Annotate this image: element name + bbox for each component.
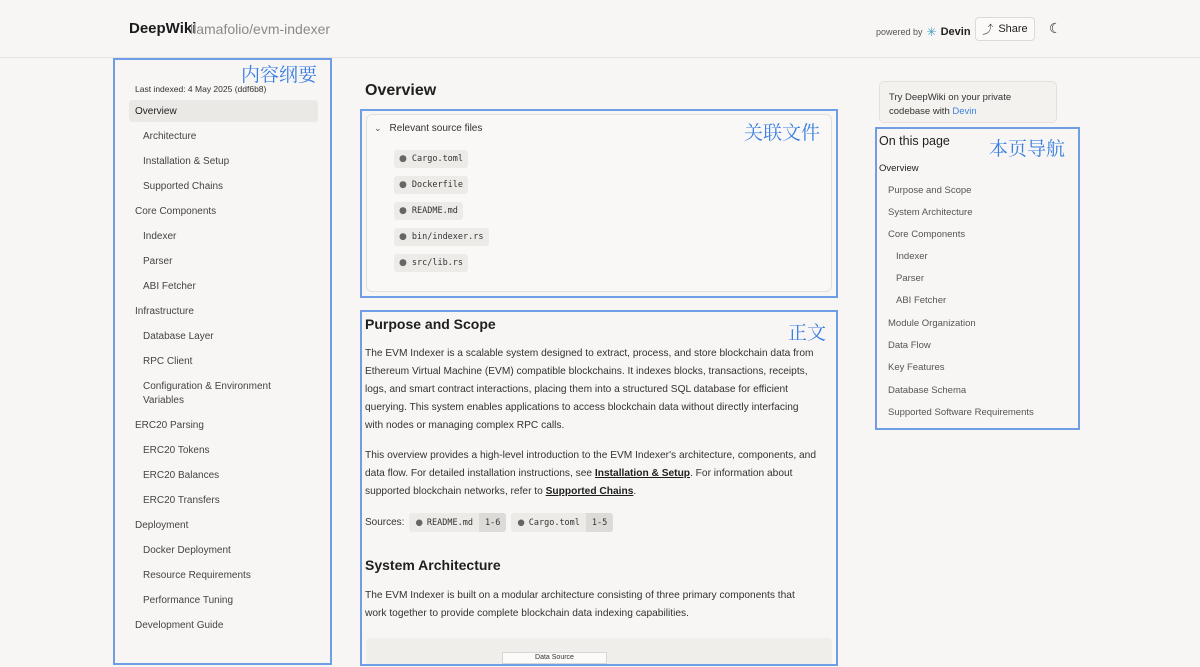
github-icon: ● — [415, 517, 423, 528]
toc-item[interactable]: System Architecture — [888, 207, 973, 218]
installation-link[interactable]: Installation & Setup — [594, 468, 691, 479]
toc-item[interactable]: Overview — [879, 163, 919, 174]
sidebar-item[interactable]: RPC Client — [143, 356, 193, 367]
sidebar-item[interactable]: ERC20 Parsing — [135, 420, 204, 431]
share-icon: ⤴ — [982, 24, 994, 36]
github-icon: ● — [517, 517, 525, 528]
diagram-node-data-source: Data Source — [502, 652, 607, 664]
promo-line — [889, 105, 1056, 119]
github-icon: ● — [399, 206, 407, 216]
devin-logo-icon: ✳ — [926, 25, 937, 39]
share-label: Share — [998, 23, 1028, 35]
toc-item[interactable]: Purpose and Scope — [888, 185, 972, 196]
overview-text: supported blockchain networks, refer to — [365, 486, 546, 497]
body-annotation-box — [360, 310, 838, 666]
toc-item[interactable]: Core Components — [888, 229, 966, 240]
architecture-line: work together to provide complete blockchain data indexing capabilities. — [365, 608, 689, 619]
toc-item[interactable]: Key Features — [888, 362, 945, 373]
sidebar-item[interactable]: ERC20 Transfers — [143, 495, 220, 506]
toc-title: On this page — [879, 134, 950, 148]
top-bar — [0, 0, 1200, 58]
purpose-heading: Purpose and Scope — [365, 316, 496, 332]
toc-item[interactable]: Module Organization — [888, 318, 976, 329]
sidebar-item[interactable]: Database Layer — [143, 331, 214, 342]
sidebar-item[interactable]: Supported Chains — [143, 181, 224, 192]
file-name: bin/indexer.rs — [411, 232, 484, 242]
source-file: README.md — [426, 517, 473, 528]
promo-line: Try DeepWiki on your private — [889, 92, 1012, 103]
sidebar-item[interactable]: Resource Requirements — [143, 570, 251, 581]
supported-chains-link[interactable]: Supported Chains — [545, 486, 634, 497]
repo-name[interactable]: llamafolio/evm-indexer — [190, 21, 331, 37]
sidebar-item[interactable]: ABI Fetcher — [143, 281, 196, 292]
purpose-line: querying. This system enables applications to access blockchain data without directly interfacing — [365, 402, 799, 413]
toc-item[interactable]: ABI Fetcher — [896, 295, 947, 306]
sources-label: Sources: — [365, 517, 405, 528]
toc-item[interactable]: Indexer — [896, 251, 928, 262]
toc-item[interactable]: Database Schema — [888, 385, 967, 396]
sidebar-item[interactable]: Docker Deployment — [143, 545, 231, 556]
sidebar-item[interactable]: ERC20 Balances — [143, 470, 220, 481]
sidebar-item[interactable]: Development Guide — [135, 620, 224, 631]
file-name: README.md — [411, 206, 458, 216]
architecture-heading: System Architecture — [365, 557, 501, 573]
powered-by[interactable] — [876, 25, 971, 39]
sidebar-item[interactable]: Deployment — [135, 520, 189, 531]
promo-text: codebase with — [889, 106, 953, 117]
purpose-line: The EVM Indexer is a scalable system designed to extract, process, and store blockchain data from — [365, 348, 814, 359]
sidebar-item[interactable]: Architecture — [143, 131, 197, 142]
overview-line: This overview provides a high-level introduction to the EVM Indexer's architecture, components, and — [365, 450, 816, 461]
moon-icon[interactable]: ☾ — [1049, 20, 1062, 36]
purpose-line: with nodes or managing complex RPC calls. — [365, 420, 565, 431]
body-annotation-label: 正文 — [788, 322, 827, 344]
github-icon: ● — [399, 180, 407, 190]
sidebar-item[interactable]: Performance Tuning — [143, 595, 234, 606]
page-nav-annotation-label: 本页导航 — [989, 138, 1066, 160]
sidebar-item[interactable]: Parser — [143, 256, 173, 267]
share-button[interactable] — [975, 17, 1035, 41]
sidebar-item[interactable]: ERC20 Tokens — [143, 445, 210, 456]
sidebar-item[interactable]: Core Components — [135, 206, 217, 217]
overview-text: . For information about — [690, 468, 793, 479]
sidebar-item[interactable]: Indexer — [143, 231, 177, 242]
github-icon: ● — [399, 232, 407, 242]
file-name: src/lib.rs — [411, 258, 464, 268]
brand-logo[interactable]: DeepWiki — [129, 20, 197, 37]
architecture-line: The EVM Indexer is built on a modular architecture consisting of three primary components that — [365, 590, 795, 601]
overview-text: . — [633, 486, 637, 497]
sidebar-item[interactable]: Variables — [143, 395, 184, 406]
related-files-annotation-label: 关联文件 — [744, 122, 821, 144]
github-icon: ● — [399, 258, 407, 268]
outline-annotation-label: 内容纲要 — [241, 64, 318, 86]
page-title: Overview — [365, 82, 437, 99]
devin-link[interactable]: Devin — [952, 106, 977, 117]
last-indexed: Last indexed: 4 May 2025 (ddf6b8) — [135, 84, 267, 94]
source-lines: 1-5 — [586, 513, 613, 532]
toc-item[interactable]: Data Flow — [888, 340, 931, 351]
github-icon: ● — [399, 154, 407, 164]
toc-item[interactable]: Supported Software Requirements — [888, 407, 1034, 418]
file-name: Dockerfile — [411, 180, 464, 190]
page-nav-annotation-box — [875, 127, 1080, 430]
purpose-line: logs, and smart contract interactions, placing them into a structured SQL database for efficient — [365, 384, 789, 395]
chevron-down-icon: ⌄ — [374, 123, 382, 133]
file-name: Cargo.toml — [411, 154, 464, 164]
powered-by-label: powered by — [876, 27, 923, 37]
source-lines: 1-6 — [479, 513, 506, 532]
devin-label: Devin — [940, 26, 971, 38]
devin-promo — [879, 81, 1057, 123]
sidebar-item[interactable]: Overview — [129, 100, 318, 122]
relevant-files-label: Relevant source files — [389, 123, 483, 134]
outline-annotation-box — [113, 58, 332, 665]
overview-text: data flow. For detailed installation instructions, see — [365, 468, 595, 479]
sidebar-item[interactable]: Installation & Setup — [143, 156, 230, 167]
source-file: Cargo.toml — [528, 517, 580, 528]
purpose-line: Ethereum Virtual Machine (EVM) compatible blockchains. It indexes blocks, transactions, receipts, — [365, 366, 808, 377]
sidebar-item[interactable]: Configuration & Environment — [143, 381, 271, 392]
toc-item[interactable]: Parser — [896, 273, 924, 284]
sidebar-item[interactable]: Infrastructure — [135, 306, 194, 317]
